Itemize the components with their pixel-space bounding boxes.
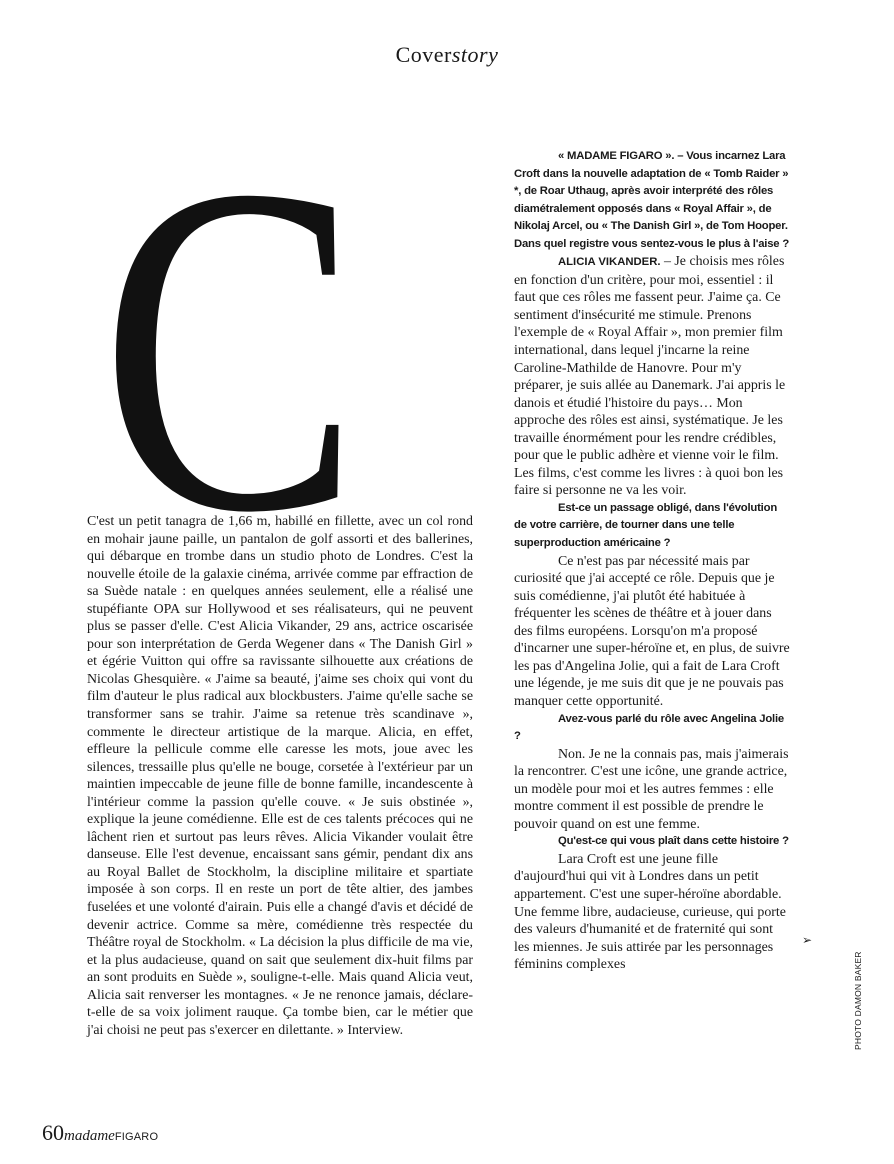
speaker-name: ALICIA VIKANDER.: [558, 256, 661, 269]
header-cover: Cover: [395, 42, 452, 67]
continue-arrow-icon: ➢: [802, 933, 813, 947]
photo-credit: [851, 951, 865, 1050]
dropcap-letter: [100, 155, 380, 515]
section-header: [0, 42, 894, 68]
answer-1-text: – Je choisis mes rôles en fonction d'un critère, pour moi, essentiel : il faut que ces rôles me fassent peur. J'aime ça. Ce sentiment d'insécurité me stimule. Prenons l'exemple de « Royal Affair », mon premier film international, dans lequel j'incarne la reine Caroline-Mathilde de Hanovre. Pour m'y préparer, je suis allée au Danemark. J'ai appris le danois et étudié l'histoire du pays… Mon approche des rôles est ainsi, systématique. Je les travaille énormément pour les rendre crédibles, pour que le public adhère et vienne voir le film. Les films, c'est comme les livres : à quoi bon les faire si personne ne va les voir.: [514, 254, 786, 499]
footer-brand: FIGARO: [114, 1131, 159, 1143]
intro-paragraph: C'est un petit tanagra de 1,66 m, habillé en fillette, avec un col rond en mohair jaune paille, un pantalon de golf assorti et des ballerines, qui débarque en trombe dans un studio photo de Londres. C'est la nouvelle étoile de la galaxie cinéma, arrivée comme par effraction de sa Suède natale : en quelques années seulement, elle a réalisé une stupéfiante OPA sur Hollywood et ses réalisateurs, qui ne peuvent plus se passer d'elle. C'est Alicia Vikander, 29 ans, actrice oscarisée pour son interprétation de Gerda Wegener dans « The Danish Girl » et égérie Vuitton qui offre sa ravissante silhouette aux créations de Nicolas Ghesquière. « J'aime sa beauté, j'aime ses choix qui vont du film d'auteur le plus radical aux blockbusters. J'aime qu'elle sache se transformer sans se trahir. J'aime sa retenue très scandinave », commente le directeur artistique de la marque. Alicia, en effet, effleure la pellicule comme elle caresse les mots, joue avec les silences, tressaille plus qu'elle ne bouge, corsetée à l'extérieur par un maintien impeccable de jeune fille de bonne famille, incandescente à l'intérieur comme la passion qu'elle couve. « Je suis obstinée », explique la jeune comédienne. Elle est de ces talents précoces qui ne lâchent rien et surtout pas leurs rêves. Alicia Vikander voulait être danseuse. Elle l'est devenue, encaissant sans gémir, pendant dix ans au Royal Ballet de Stockholm, la discipline militaire et spartiate imposée à son corps. Il en reste un port de tête altier, des jambes fuselées et une volonté d'airain. Puis elle a changé d'avis et décidé de devenir actrice. Comme sa mère, comédienne très respectée du Théâtre royal de Stockholm. « La décision la plus difficile de ma vie, et la plus audacieuse, quand on sait que seulement dix-huit films par an sont produits en Suède », souligne-t-elle. Mais quand Alicia veut, Alicia sait renverser les montagnes. « Je ne renonce jamais, déclare-t-elle de sa voix joliment rauque. Ça tombe bien, car le métier que j'ai choisi ne peut pas s'exercer en dilettante. » Interview.: [87, 514, 473, 1038]
answer-3: Non. Je ne la connais pas, mais j'aimerais la rencontrer. C'est une icône, une grande actrice, un modèle pour moi et les autres femmes : elle montre comment il est possible de prendre le pouvoir quand on est une femme.: [514, 746, 789, 832]
answer-4: Lara Croft est une jeune fille d'aujourd'hui qui vit à Londres dans un petit appartement. C'est une super-héroïne abordable. Une femme libre, audacieuse, curieuse, qui porte des valeurs d'humanité et de fraternité qui sont les miennes. Je suis attirée par les personnages féminins complexes: [514, 851, 786, 973]
answer-2: Ce n'est pas par nécessité mais par curiosité que j'ai accepté ce rôle. Depuis que je suis comédienne, j'ai plutôt été habituée à fréquenter les scènes de théâtre et à jouer dans des films européens. Lorsqu'on m'a proposé d'incarner une super-héroïne et, en plus, de suivre les pas d'Angelina Jolie, qui a fait de Lara Croft une légende, je me suis dit que je ne pouvais pas manquer cette opportunité.: [514, 553, 790, 709]
answer-1: [514, 253, 790, 500]
intro-column: [87, 513, 473, 1039]
page-footer: [42, 1120, 158, 1146]
interview-column: [514, 148, 790, 974]
question-4: Qu'est-ce qui vous plaît dans cette histoire ?: [558, 835, 789, 848]
footer-magazine: madame: [64, 1128, 115, 1144]
header-story: story: [451, 42, 499, 67]
question-2: Est-ce un passage obligé, dans l'évolution de votre carrière, de tourner dans une telle superproduction américaine ?: [514, 501, 778, 550]
dropcap-glyph: C: [100, 155, 360, 515]
page-number: 60: [42, 1120, 64, 1145]
photo-credit-text: PHOTO DAMON BAKER: [853, 951, 863, 1050]
question-3: Avez-vous parlé du rôle avec Angelina Jolie ?: [514, 712, 784, 743]
question-1: « MADAME FIGARO ». – Vous incarnez Lara Croft dans la nouvelle adaptation de « Tomb Raider » *, de Roar Uthaug, après avoir interprété des rôles diamétralement opposés dans « Royal Affair », de Nikolaj Arcel, ou « The Danish Girl », de Tom Hooper. Dans quel registre vous sentez-vous le plus à l'aise ?: [514, 150, 790, 250]
